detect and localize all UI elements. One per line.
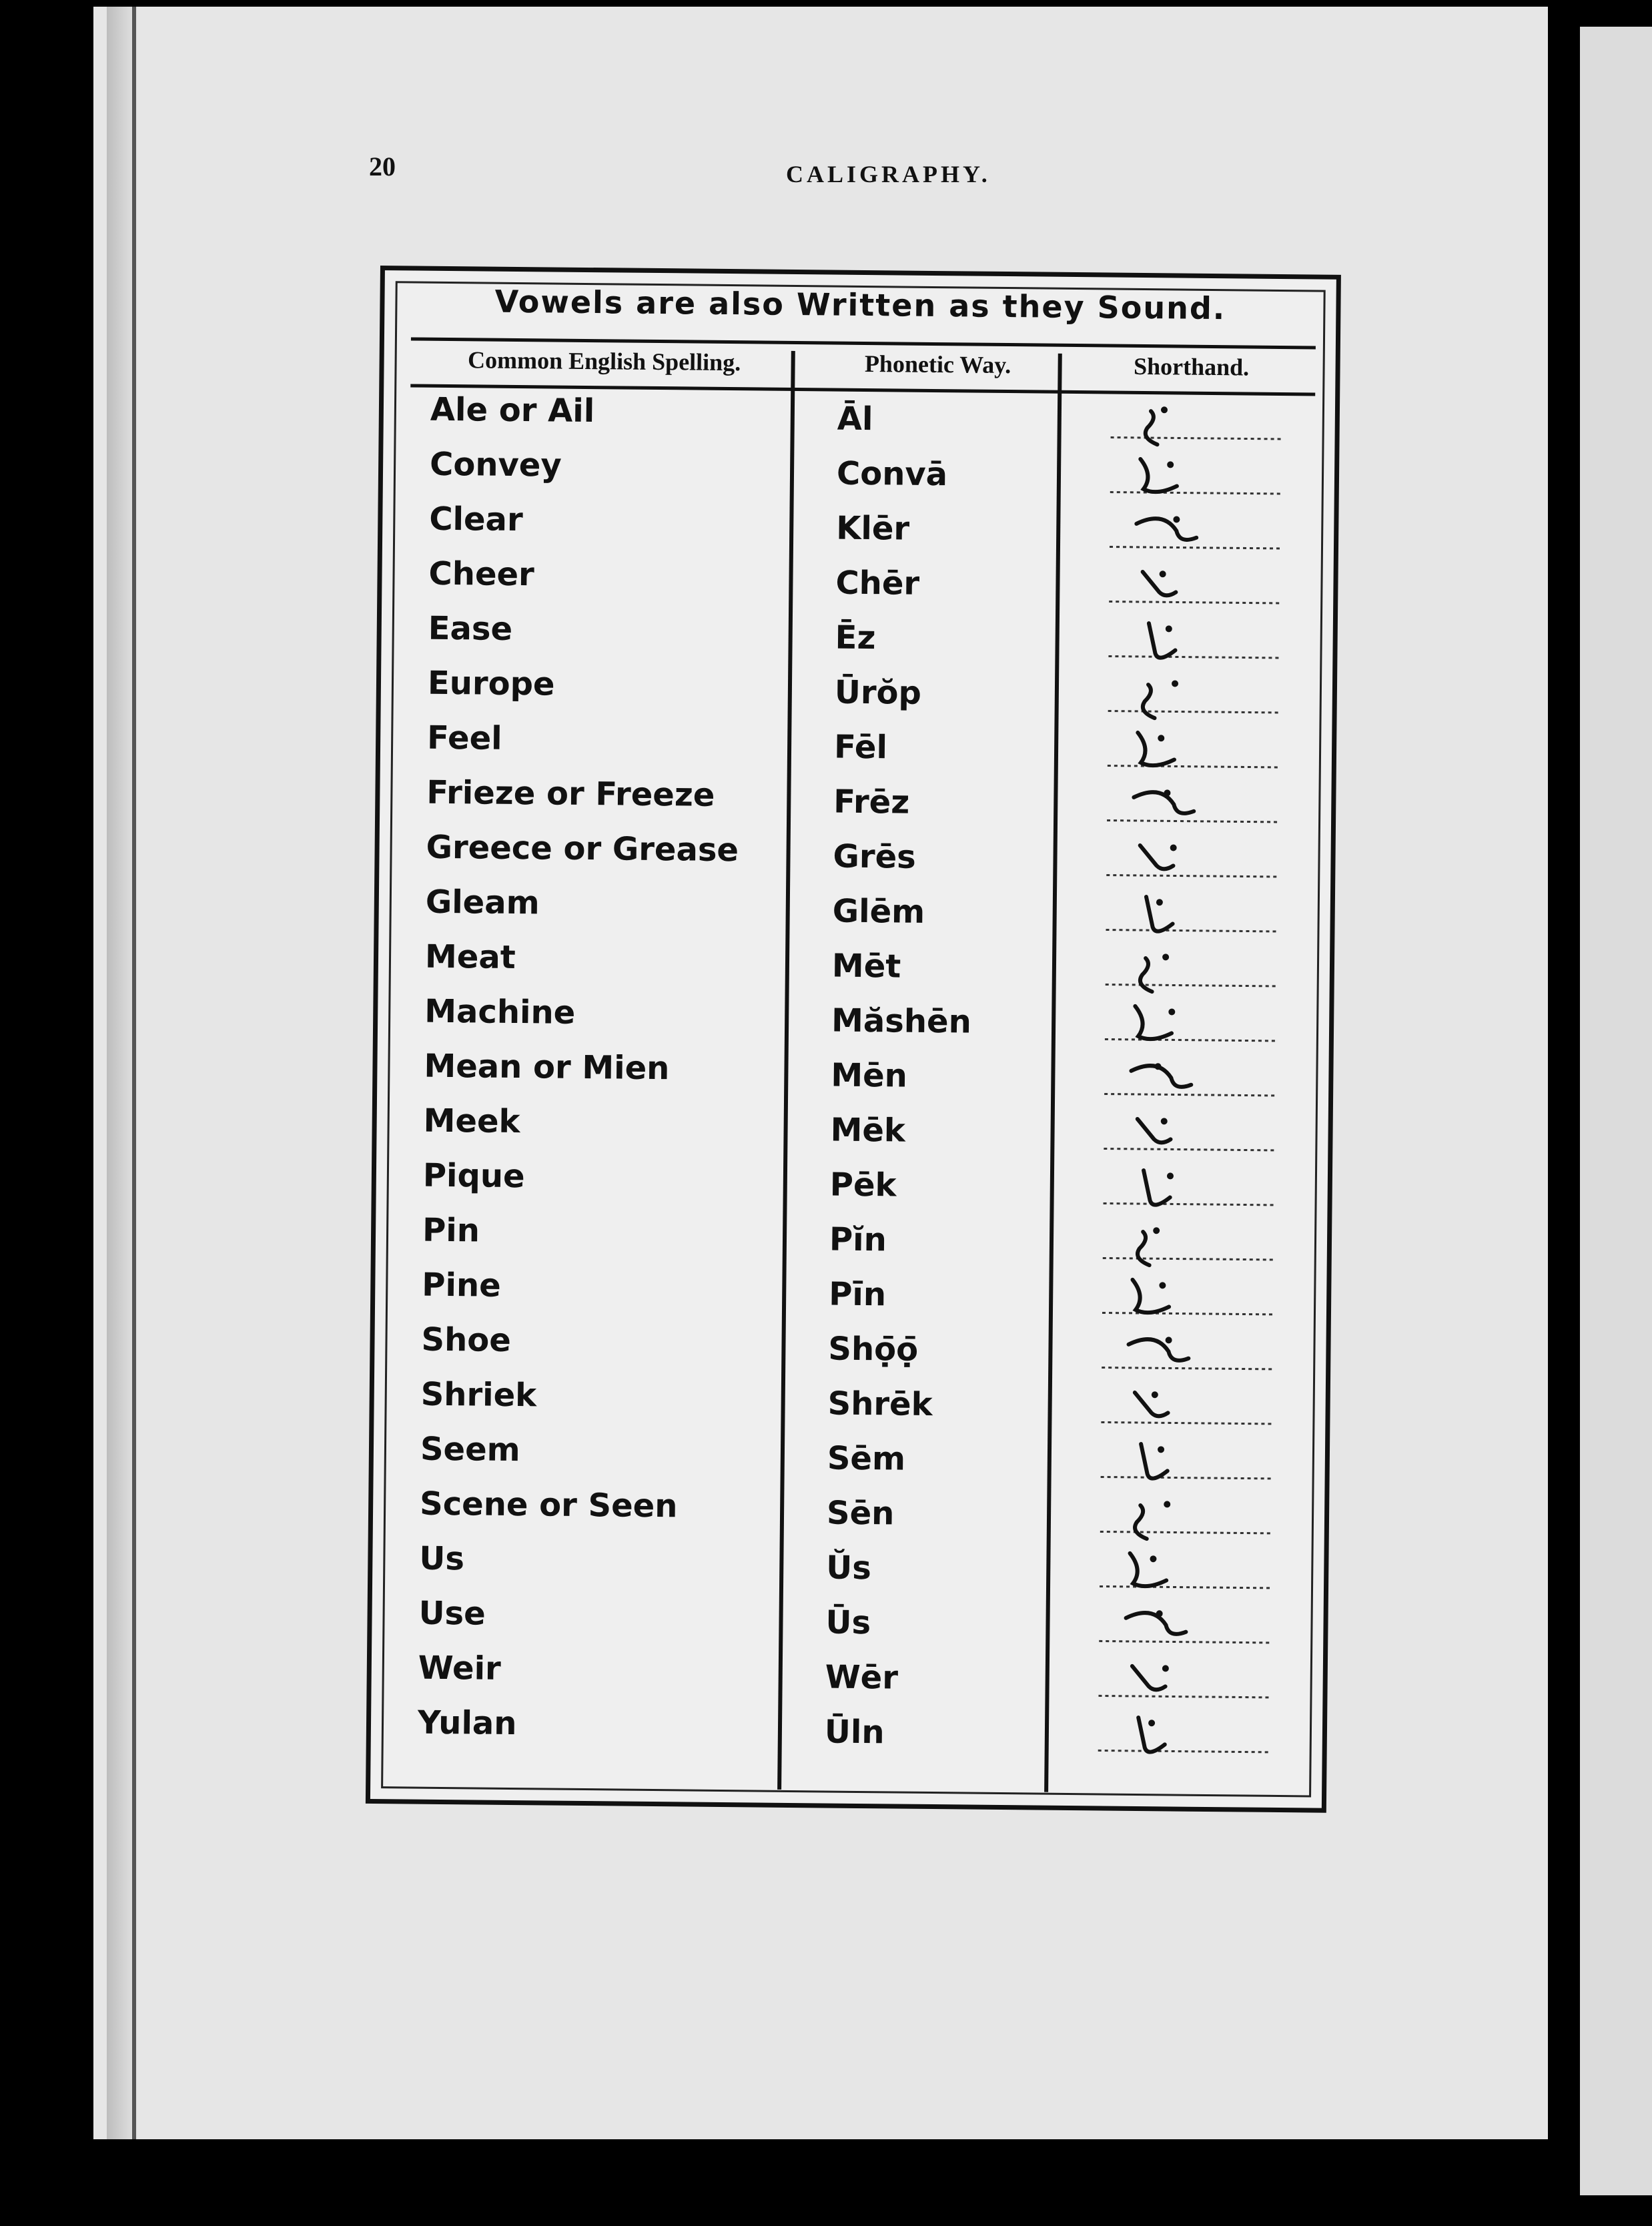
shorthand-symbol: [1095, 1327, 1296, 1384]
shorthand-symbol: [1094, 1382, 1295, 1439]
spelling-cell: Mean or Mien: [424, 1047, 670, 1088]
table-row: [373, 1430, 1325, 1494]
table-row: [376, 1156, 1328, 1220]
table-row: [383, 390, 1335, 454]
shorthand-symbol: [1101, 671, 1302, 727]
spelling-cell: Yulan: [417, 1704, 517, 1743]
shorthand-symbol: [1099, 889, 1300, 946]
shorthand-symbol: [1092, 1601, 1293, 1657]
table-row: [382, 500, 1334, 564]
table-row: [383, 445, 1335, 509]
shorthand-symbol: [1103, 506, 1304, 563]
shorthand-symbol: [1096, 1272, 1296, 1329]
shorthand-symbol: [1100, 835, 1300, 891]
shorthand-symbol: [1098, 999, 1299, 1056]
right-page-edge: [1580, 27, 1652, 2195]
spelling-cell: Us: [419, 1539, 465, 1578]
table-row: [380, 719, 1332, 783]
spelling-cell: Use: [418, 1594, 486, 1633]
shorthand-symbol: [1100, 780, 1301, 837]
table-row: [374, 1321, 1326, 1385]
phonetic-cell: Pēk: [829, 1166, 897, 1204]
phonetic-cell: Convā: [836, 454, 948, 494]
table-row: [380, 664, 1332, 728]
phonetic-cell: Grēs: [833, 837, 916, 876]
phonetic-cell: Glēm: [832, 892, 925, 931]
spelling-cell: Shriek: [420, 1375, 537, 1415]
table-row: [382, 554, 1334, 619]
table-row: [376, 1211, 1328, 1275]
phonetic-cell: Ūrŏp: [834, 673, 922, 712]
table-row: [377, 1047, 1329, 1111]
spelling-cell: Greece or Grease: [426, 828, 739, 869]
phonetic-cell: Wēr: [825, 1658, 899, 1697]
shorthand-symbol: [1102, 561, 1303, 618]
phonetic-cell: Frēz: [833, 783, 910, 821]
shorthand-symbol: [1093, 1546, 1294, 1603]
header-spelling: Common English Spelling.: [467, 346, 741, 376]
spelling-cell: Ease: [428, 609, 513, 648]
spelling-cell: Pine: [422, 1266, 501, 1305]
spelling-cell: Feel: [426, 719, 502, 757]
table-title: Vowels are also Written as they Sound.: [494, 283, 1226, 327]
phonetic-cell: Sēm: [827, 1439, 906, 1478]
phonetic-cell: Chēr: [835, 564, 920, 603]
phonetic-cell: Mēk: [830, 1111, 906, 1150]
shorthand-symbol: [1097, 1108, 1298, 1165]
phonetic-cell: Pīn: [828, 1275, 887, 1314]
spelling-cell: Pin: [422, 1211, 480, 1250]
shorthand-symbol: [1101, 725, 1302, 782]
table-row: [372, 1594, 1324, 1658]
shorthand-symbol: [1094, 1491, 1294, 1548]
phonetic-cell: Mēt: [831, 947, 901, 986]
spelling-cell: Cheer: [428, 554, 535, 594]
phonetic-cell: Ūs: [825, 1603, 871, 1642]
phonetic-cell: Fēl: [833, 728, 888, 767]
spelling-cell: Weir: [418, 1649, 502, 1688]
shorthand-symbol: [1094, 1437, 1294, 1493]
shorthand-symbol: [1092, 1655, 1292, 1712]
phonetic-cell: Klēr: [835, 509, 910, 548]
shorthand-symbol: [1096, 1218, 1297, 1274]
phonetic-cell: Măshēn: [831, 1002, 972, 1041]
phonetic-cell: Pĭn: [829, 1220, 887, 1259]
table-row: [375, 1266, 1327, 1330]
book-spine: [1549, 0, 1580, 2226]
running-head: CALIGRAPHY.: [786, 161, 991, 188]
table-row: [378, 992, 1330, 1056]
header-phonetic: Phonetic Way.: [864, 350, 1011, 379]
page-number: 20: [369, 151, 396, 181]
shorthand-symbol: [1098, 944, 1299, 1001]
phonetic-cell: Shrēk: [827, 1385, 933, 1424]
table-row: [378, 883, 1330, 947]
spelling-cell: Ale or Ail: [430, 390, 595, 430]
spelling-cell: Frieze or Freeze: [426, 773, 715, 814]
shorthand-symbol: [1102, 616, 1302, 673]
spelling-cell: Clear: [429, 500, 523, 539]
table-row: [380, 773, 1332, 837]
table-row: [381, 609, 1333, 673]
phonetic-cell: Sēn: [826, 1494, 895, 1533]
shorthand-symbol: [1096, 1163, 1297, 1220]
phonetic-cell: Ŭs: [826, 1549, 872, 1587]
spelling-cell: Gleam: [425, 883, 540, 922]
phonetic-cell: Shọ̄ọ̄: [828, 1330, 919, 1369]
header-shorthand: Shorthand.: [1133, 352, 1250, 381]
spelling-cell: Meek: [423, 1102, 520, 1141]
phonetic-cell: Ēz: [835, 619, 876, 657]
shorthand-symbol: [1098, 1054, 1298, 1110]
spelling-cell: Pique: [422, 1156, 525, 1196]
table-row: [371, 1649, 1323, 1713]
table-row: [378, 938, 1330, 1002]
page-edge-line: [132, 7, 136, 2139]
table-row: [372, 1539, 1324, 1603]
table-row: [374, 1375, 1326, 1439]
spelling-cell: Seem: [420, 1430, 520, 1469]
spelling-cell: Meat: [424, 938, 516, 976]
table-row: [379, 828, 1331, 892]
shorthand-symbol: [1091, 1710, 1292, 1767]
phonetic-cell: Āl: [837, 400, 873, 438]
spelling-cell: Scene or Seen: [419, 1485, 678, 1525]
table-row: [373, 1485, 1325, 1549]
spelling-cell: Shoe: [421, 1321, 512, 1359]
phonetic-cell: Ūln: [824, 1713, 885, 1752]
phonetic-cell: Mēn: [831, 1056, 908, 1095]
vowel-table: [366, 266, 1341, 1813]
table-row: [371, 1704, 1323, 1768]
shorthand-symbol: [1104, 397, 1304, 454]
spelling-cell: Convey: [429, 445, 562, 484]
spelling-cell: Machine: [424, 992, 576, 1032]
spelling-cell: Europe: [427, 664, 555, 703]
table-row: [376, 1102, 1328, 1166]
shorthand-symbol: [1104, 452, 1304, 508]
